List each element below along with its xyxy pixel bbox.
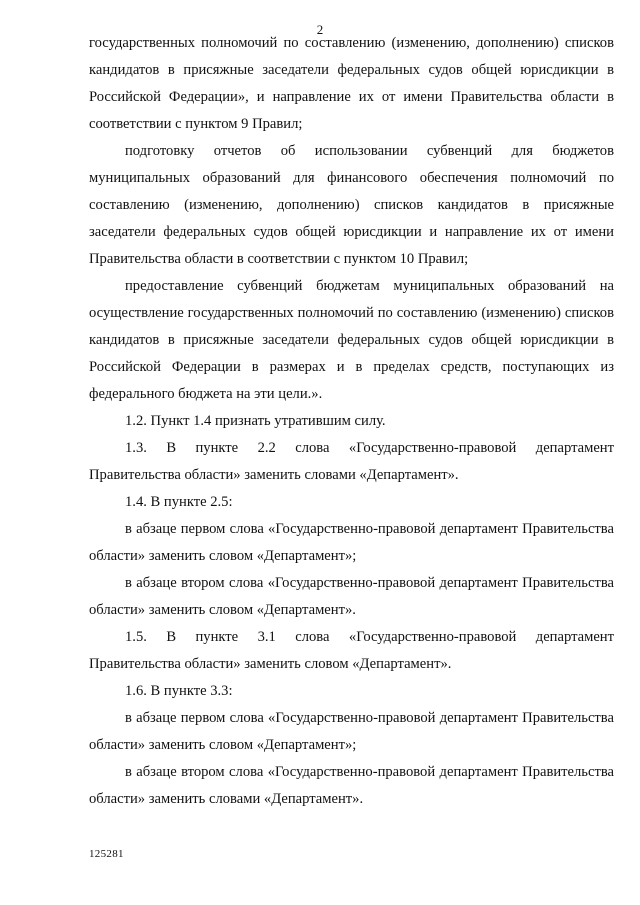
paragraph-continuation: государственных полномочий по составлению (изменению, дополнению) списков кандидатов в присяжные заседатели федеральных судов общей юрисдикции в Российской Федерации», и направление их от имени Правительства области в соответствии с пунктом 9 Правил; xyxy=(89,35,614,132)
paragraph-1-6: 1.6. В пункте 3.3: xyxy=(125,683,233,699)
paragraph-reports: подготовку отчетов об использовании субвенций для бюджетов муниципальных образований для финансового обеспечения полномочий по составлению (изменению, дополнению) списков кандидатов в присяжные заседатели федеральных судов общей юрисдикции и направление их от имени Правительства области в соответствии с пунктом 10 Правил; xyxy=(89,143,614,267)
document-body xyxy=(89,30,614,813)
paragraph-1-6-first: в абзаце первом слова «Государственно-правовой департамент Правительства области» заменить словом «Департамент»; xyxy=(89,710,614,753)
paragraph-1-2: 1.2. Пункт 1.4 признать утратившим силу. xyxy=(125,413,386,429)
paragraph-1-4: 1.4. В пункте 2.5: xyxy=(125,494,233,510)
paragraph-1-4-first: в абзаце первом слова «Государственно-правовой департамент Правительства области» заменить словом «Департамент»; xyxy=(89,521,614,564)
paragraph-1-4-second: в абзаце втором слова «Государственно-правовой департамент Правительства области» заменить словом «Департамент». xyxy=(89,575,614,618)
paragraph-1-5: 1.5. В пункте 3.1 слова «Государственно-правовой департамент Правительства области» заменить словом «Департамент». xyxy=(89,629,614,672)
paragraph-subventions: предоставление субвенций бюджетам муниципальных образований на осуществление государственных полномочий по составлению (изменению) списков кандидатов в присяжные заседатели федеральных судов общей юрисдикции в Российской Федерации в размерах и в пределах средств, поступающих из федерального бюджета на эти цели.». xyxy=(89,278,614,402)
paragraph-1-6-second: в абзаце втором слова «Государственно-правовой департамент Правительства области» заменить словами «Департамент». xyxy=(89,764,614,807)
document-code: 125281 xyxy=(89,848,124,860)
paragraph-1-3: 1.3. В пункте 2.2 слова «Государственно-правовой департамент Правительства области» заменить словами «Департамент». xyxy=(89,440,614,483)
page-number: 2 xyxy=(316,22,324,37)
